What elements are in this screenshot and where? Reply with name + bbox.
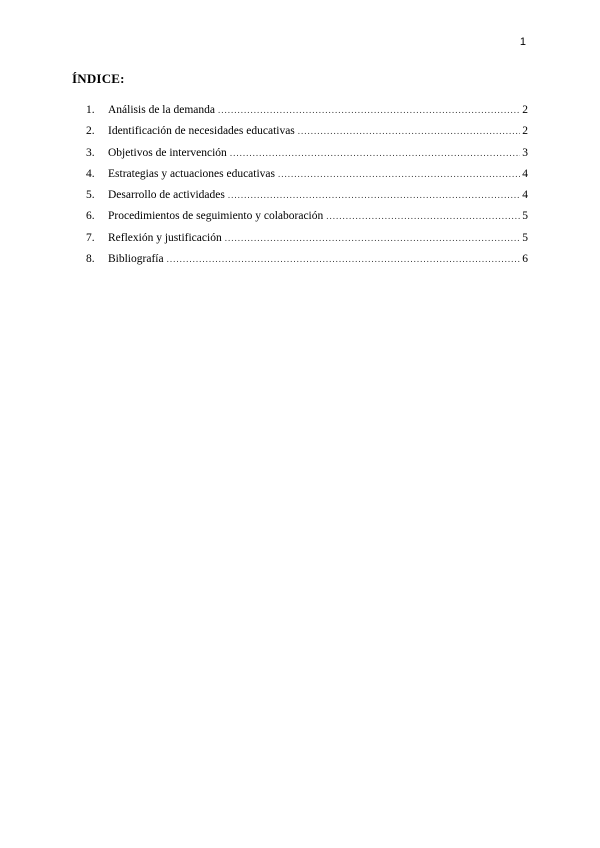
toc-item-number: 2. (86, 125, 95, 138)
page-number: 1 (519, 36, 526, 48)
toc-item-page: 3 (522, 146, 528, 159)
toc-item-number: 3. (86, 146, 95, 159)
toc-item-label: Análisis de la demanda (108, 104, 215, 116)
toc-item-number: 6. (86, 210, 95, 223)
toc-item-page: 2 (522, 104, 528, 116)
toc-dot-leader (218, 105, 520, 115)
toc-item-label: Objetivos de intervención (108, 146, 227, 159)
toc-item-number: 4. (86, 167, 95, 180)
toc-item-page: 4 (522, 189, 528, 202)
toc-item-estrategias-actuaciones[interactable] (86, 168, 528, 189)
toc-item-label: Estrategias y actuaciones educativas (108, 167, 275, 180)
toc-item-page: 6 (522, 253, 528, 266)
toc-item-analisis-demanda[interactable] (86, 104, 528, 125)
toc-item-bibliografia[interactable] (86, 253, 528, 274)
toc-item-objetivos-intervencion[interactable] (86, 147, 528, 168)
toc-item-necesidades-educativas[interactable] (86, 125, 528, 146)
toc-item-number: 1. (86, 104, 95, 116)
toc-item-page: 5 (522, 210, 528, 223)
toc-item-label: Desarrollo de actividades (108, 189, 225, 202)
toc-item-procedimientos-seguimiento[interactable] (86, 210, 528, 231)
toc-dot-leader (326, 211, 520, 221)
toc-item-page: 2 (522, 125, 528, 138)
toc-dot-leader (167, 254, 521, 264)
toc-dot-leader (228, 190, 520, 200)
toc-item-page: 5 (522, 231, 528, 244)
toc-item-label: Identificación de necesidades educativas (108, 125, 295, 138)
toc-dot-leader (230, 148, 520, 158)
toc-dot-leader (278, 169, 520, 179)
toc-dot-leader (225, 233, 521, 243)
toc-item-reflexion-justificacion[interactable] (86, 232, 528, 253)
toc-dot-leader (298, 126, 520, 136)
toc-item-number: 7. (86, 231, 95, 244)
toc-list (86, 104, 528, 274)
toc-title: ÍNDICE: (72, 71, 125, 86)
toc-item-number: 8. (86, 253, 95, 266)
toc-item-page: 4 (522, 167, 528, 180)
toc-item-label: Bibliografía (108, 253, 164, 266)
toc-item-label: Procedimientos de seguimiento y colaboración (108, 210, 324, 223)
toc-item-label: Reflexión y justificación (108, 231, 222, 244)
toc-item-desarrollo-actividades[interactable] (86, 189, 528, 210)
toc-item-number: 5. (86, 189, 95, 202)
